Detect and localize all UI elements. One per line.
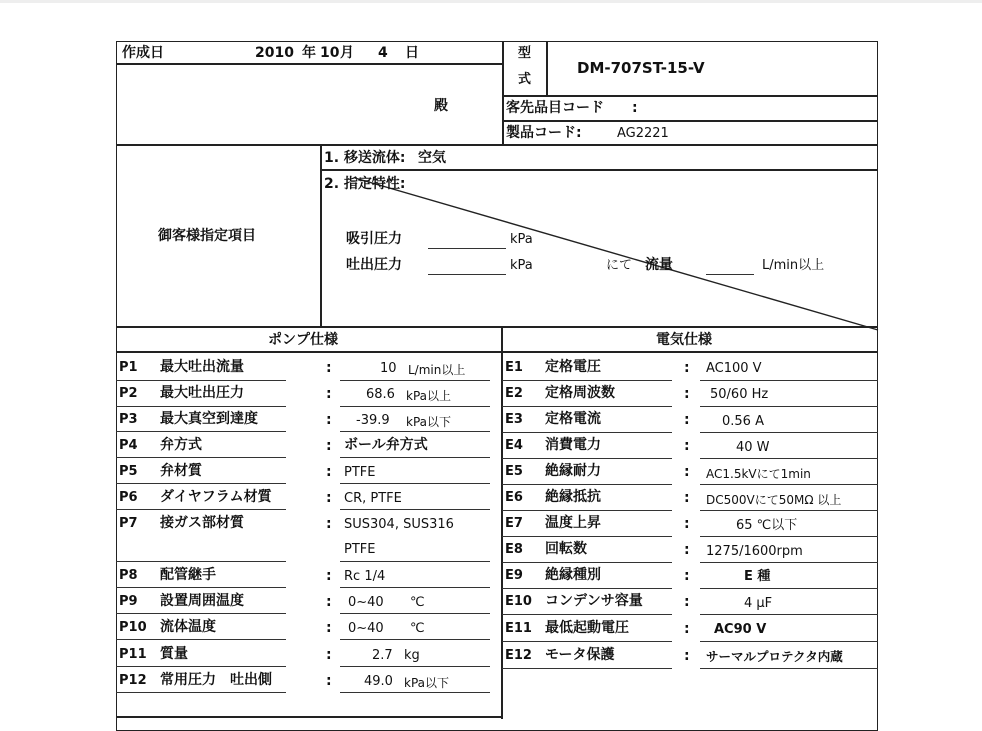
electric-row-id: E3 [505,412,523,427]
created-year-unit: 年 [302,45,316,61]
pump-row-name: 最大吐出圧力 [160,385,244,401]
pump-row-unit: kPa以下 [406,415,452,429]
discharge-blank [428,274,506,275]
pump-row-unit: kPa以下 [404,676,450,690]
pump-row-colon: : [326,386,332,402]
pump-row-id: P4 [119,438,138,453]
pump-row-id: P6 [119,490,138,505]
at-label: にて [606,258,633,273]
row-underline [116,509,286,510]
pump-spec-title: ポンプ仕様 [268,332,338,348]
pump-row-id: P12 [119,673,147,688]
electric-row-id: E8 [505,542,523,557]
electric-row-value: E 種 [744,569,771,584]
model-label-top: 型 [518,46,532,61]
created-month: 10 [320,45,340,61]
electric-row-value: AC100 V [706,361,762,376]
pump-row-unit: ℃ [410,621,425,636]
row-underline [340,509,490,510]
electric-row-id: E5 [505,464,523,479]
product-code-label: 製品コード: [506,125,582,141]
electric-row-name: 温度上昇 [545,515,601,531]
flow-unit: L/min以上 [762,258,825,273]
pump-row-colon: : [326,490,332,506]
pump-row-colon: : [326,568,332,584]
electric-row-id: E9 [505,568,523,583]
row-underline [502,510,672,511]
row-underline [116,457,286,458]
discharge-pressure-label: 吐出圧力 [346,257,402,273]
electric-row-value: 4 μF [744,596,773,611]
electric-row-value: 0.56 A [722,414,764,429]
pump-row-id: P9 [119,594,138,609]
pump-row-id: P3 [119,412,138,427]
pump-row-colon: : [326,464,332,480]
electric-row-value: AC1.5kVにて1min [706,467,811,481]
row-underline [502,484,672,485]
pump-row-name: 最大真空到達度 [160,411,258,427]
pump-row-value: 2.7 [372,648,393,663]
pump-row-id: P2 [119,386,138,401]
row-underline [116,639,286,640]
pump-row-value: -39.9 [356,413,390,428]
row-underline [340,666,490,667]
spec-tables-divider [501,326,503,719]
pump-row-name: 弁材質 [160,463,202,479]
pump-row-value: 10 [380,361,397,376]
suction-blank [428,248,506,249]
electric-row-name: 消費電力 [545,437,601,453]
row-underline [700,614,878,615]
pump-row-name: 設置周囲温度 [160,593,244,609]
row-underline [116,483,286,484]
created-day-unit: 日 [405,45,419,61]
pump-row-colon: : [326,620,332,636]
pump-row-name: 流体温度 [160,619,216,635]
row-underline [700,536,878,537]
fluid-value: 空気 [418,150,446,166]
row-underline [502,614,672,615]
row-underline [700,510,878,511]
pump-row-value: 0~40 [348,595,384,610]
electric-row-name: 定格電圧 [545,359,601,375]
pump-row-unit: kPa以上 [406,389,452,403]
row-underline [700,588,878,589]
customer-code-label: 客先品目コード [506,100,604,116]
electric-spec-title: 電気仕様 [656,332,712,348]
electric-row-id: E11 [505,621,532,636]
pump-row-name: 接ガス部材質 [160,515,244,531]
electric-row-id: E12 [505,648,532,663]
row-underline [502,562,672,563]
row-underline [700,458,878,459]
row-underline [502,668,672,669]
pump-row-colon: : [326,647,332,663]
row-underline [700,432,878,433]
electric-row-colon: : [684,438,690,454]
model-label-bottom: 式 [518,72,532,87]
electric-row-name: コンデンサ容量 [545,593,643,609]
electric-row-name: 最低起動電圧 [545,620,629,636]
suction-unit: kPa [510,232,533,247]
row-underline [700,668,878,669]
pump-row-value: 68.6 [366,387,395,402]
pump-row-name: 質量 [160,646,188,662]
created-year: 2010 [255,45,294,61]
electric-row-value: DC500Vにて50MΩ 以上 [706,493,842,507]
electric-row-id: E4 [505,438,523,453]
pump-row-colon: : [326,673,332,689]
electric-row-name: 絶縁抵抗 [545,489,601,505]
discharge-unit: kPa [510,258,533,273]
electric-row-name: 回転数 [545,541,587,557]
honorific: 殿 [434,98,448,114]
model-value: DM-707ST-15-V [577,59,705,77]
row-underline [340,692,490,693]
suction-pressure-label: 吸引圧力 [346,231,402,247]
pump-row-name: ダイヤフラム材質 [160,489,272,505]
electric-row-colon: : [684,360,690,376]
pump-row-name: 常用圧力 吐出側 [160,672,272,688]
electric-row-id: E2 [505,386,523,401]
pump-row-colon: : [326,360,332,376]
pump-row-unit: L/min以上 [408,363,466,377]
pump-row-id: P11 [119,647,147,662]
pump-row-unit: kg [404,648,420,663]
row-underline [340,483,490,484]
pump-row-name: 配管継手 [160,567,216,583]
spec-title-line [116,351,878,353]
electric-row-value: 1275/1600rpm [706,544,803,559]
electric-row-id: E6 [505,490,523,505]
row-underline [116,431,286,432]
electric-row-name: 定格周波数 [545,385,615,401]
pump-row-value: CR, PTFE [344,491,402,506]
pump-row-id: P10 [119,620,147,635]
row-underline [340,587,490,588]
electric-row-colon: : [684,516,690,532]
row-underline [502,641,672,642]
pump-row-value: 49.0 [364,674,393,689]
row-underline [116,613,286,614]
pump-row-value: ボール弁方式 [344,437,428,453]
pump-row-colon: : [326,516,332,532]
created-month-unit: 月 [340,45,354,61]
row-underline [116,692,286,693]
row-underline [340,561,490,562]
row-underline [116,561,286,562]
row-underline [340,406,490,407]
electric-row-value: 65 ℃以下 [736,518,798,533]
row-underline [502,458,672,459]
row-underline [340,639,490,640]
electric-row-colon: : [684,542,690,558]
electric-row-value: 40 W [736,440,770,455]
pump-row-name: 弁方式 [160,437,202,453]
electric-row-colon: : [684,568,690,584]
row-underline [340,431,490,432]
row-underline [700,406,878,407]
pump-row-value: PTFE [344,465,376,480]
electric-row-value: サーマルプロテクタ内蔵 [706,649,843,664]
row-underline [700,380,878,381]
row-underline [116,666,286,667]
row-underline [116,406,286,407]
row-underline [340,613,490,614]
electric-row-colon: : [684,386,690,402]
electric-row-name: 定格電流 [545,411,601,427]
customer-spec-section-label: 御客様指定項目 [158,228,256,244]
pump-row-unit: ℃ [410,595,425,610]
row-underline [502,406,672,407]
pump-row-id: P5 [119,464,138,479]
row-underline [502,380,672,381]
product-code-value: AG2221 [617,126,669,141]
electric-row-colon: : [684,412,690,428]
electric-row-name: 絶縁種別 [545,567,601,583]
row-underline [502,536,672,537]
electric-row-name: 絶縁耐力 [545,463,601,479]
row-underline [502,432,672,433]
created-day: 4 [378,45,388,61]
row-underline [700,484,878,485]
row-underline [116,587,286,588]
electric-row-id: E10 [505,594,532,609]
electric-row-id: E1 [505,360,523,375]
electric-row-name: モータ保護 [545,647,615,663]
electric-row-value: AC90 V [714,622,767,637]
electric-row-colon: : [684,490,690,506]
row-underline [116,380,286,381]
electric-row-id: E7 [505,516,523,531]
electric-row-colon: : [684,464,690,480]
pump-row-colon: : [326,438,332,454]
row-underline [340,380,490,381]
pump-table-bottom-line [116,716,502,718]
electric-row-value: 50/60 Hz [710,387,769,402]
electric-row-colon: : [684,594,690,610]
pump-row-id: P8 [119,568,138,583]
pump-row-value-line2: PTFE [344,542,376,557]
created-date-label: 作成日 [122,45,164,61]
flow-blank [706,274,754,275]
row-underline [700,562,878,563]
spec-label: 2. 指定特性: [324,176,406,192]
fluid-label: 1. 移送流体: [324,150,406,166]
pump-row-id: P1 [119,360,138,375]
electric-row-colon: : [684,621,690,637]
pump-row-value: 0~40 [348,621,384,636]
row-underline [502,588,672,589]
electric-row-colon: : [684,648,690,664]
pump-row-colon: : [326,594,332,610]
pump-row-value: SUS304, SUS316 [344,517,454,532]
row-underline [700,641,878,642]
pump-row-value: Rc 1/4 [344,569,386,584]
flow-label: 流量 [645,257,673,273]
pump-row-colon: : [326,412,332,428]
pump-row-name: 最大吐出流量 [160,359,244,375]
customer-code-colon: : [632,100,638,116]
row-underline [340,457,490,458]
pump-row-id: P7 [119,516,138,531]
